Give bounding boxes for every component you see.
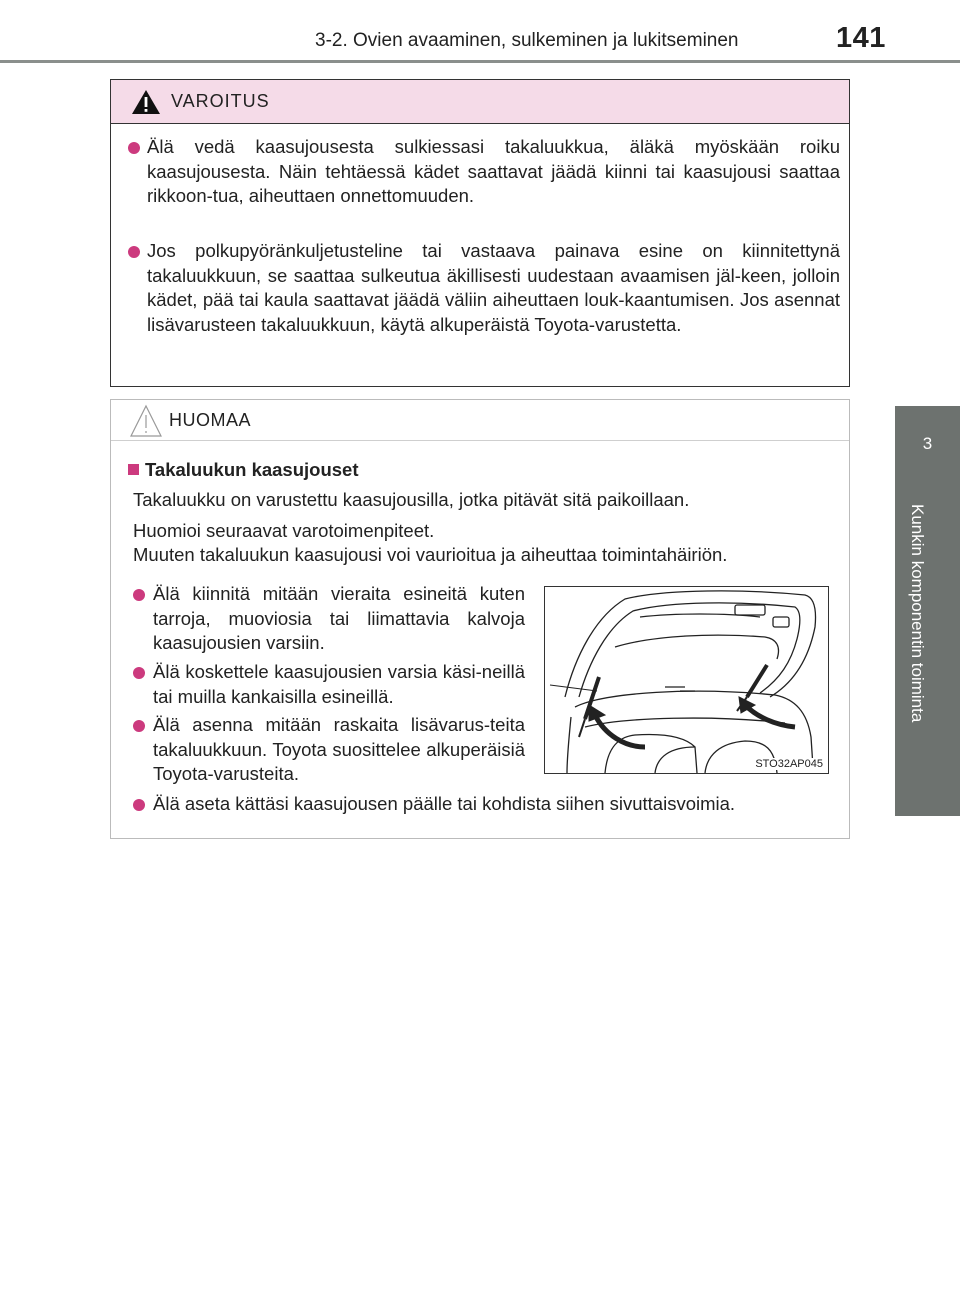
caution-paragraph-1: Takaluukku on varustettu kaasujousilla, jotka pitävät sitä paikoillaan. — [133, 489, 690, 510]
caution-paragraph-2-line-1: Huomioi seuraavat varotoimenpiteet. — [133, 520, 435, 541]
warning-item-1: Älä vedä kaasujousesta sulkiessasi takaluukkua, äläkä myöskään roiku kaasujousesta. Näin tehtäessä kädet saattavat jäädä kiinni tai kaasujousi saattaa rikkoon-tua, aiheuttaen onnettomuuden. — [147, 136, 840, 206]
caution-box — [110, 399, 850, 839]
warning-title: VAROITUS — [171, 91, 270, 111]
tailgate-drawing — [545, 587, 828, 773]
bullet-icon — [133, 589, 145, 601]
header-divider — [0, 60, 960, 63]
section-marker-icon — [128, 464, 139, 475]
chapter-number: 3 — [922, 434, 933, 453]
caution-item-4: Älä aseta kättäsi kaasujousen päälle tai kohdista siihen sivuttaisvoimia. — [153, 793, 736, 814]
caution-paragraph-2-line-2: Muuten takaluukun kaasujousi voi vaurioitua ja aiheuttaa toimintahäiriön. — [133, 544, 728, 565]
page-number: 141 — [836, 22, 886, 54]
bullet-icon — [133, 799, 145, 811]
chapter-tab — [895, 406, 960, 816]
bullet-icon — [128, 142, 140, 154]
warning-header — [111, 80, 849, 124]
caution-item-2: Älä koskettele kaasujousien varsia käsi-neillä tai muilla kankaisilla esineillä. — [153, 661, 525, 707]
bullet-icon — [133, 720, 145, 732]
caution-title: HUOMAA — [169, 410, 252, 430]
chapter-label: Kunkin komponentin toiminta — [908, 504, 927, 723]
tailgate-gas-struts-illustration — [544, 586, 829, 774]
section-title: 3-2. Ovien avaaminen, sulkeminen ja lukitseminen — [315, 30, 739, 51]
warning-triangle-icon — [131, 89, 161, 115]
caution-item-1: Älä kiinnitä mitään vieraita esineitä kuten tarroja, muoviosia tai liimattavia kalvoja kaasujousien varsiin. — [153, 583, 525, 653]
bullet-icon — [128, 246, 140, 258]
warning-item-2: Jos polkupyöränkuljetusteline tai vastaava painava esine on kiinnitettynä takaluukkuun, se saattaa sulkeutua äkillisesti uudestaan avaamisen jäl-keen, jolloin kädet, pää tai kaula saattavat jäädä väliin aiheuttaen louk-kaantumisen. Jos asennat lisävarusteen takaluukkuun, käytä alkuperäistä Toyota-varustetta. — [147, 240, 840, 335]
bullet-icon — [133, 667, 145, 679]
caution-section-title: Takaluukun kaasujouset — [145, 459, 359, 480]
caution-triangle-icon — [129, 404, 163, 438]
warning-box — [110, 79, 850, 387]
caution-header — [111, 400, 849, 441]
figure-code: STO32AP045 — [755, 758, 823, 770]
caution-item-3: Älä asenna mitään raskaita lisävarus-teita takaluukkuun. Toyota suosittelee alkuperäisiä Toyota-varusteita. — [153, 714, 525, 784]
